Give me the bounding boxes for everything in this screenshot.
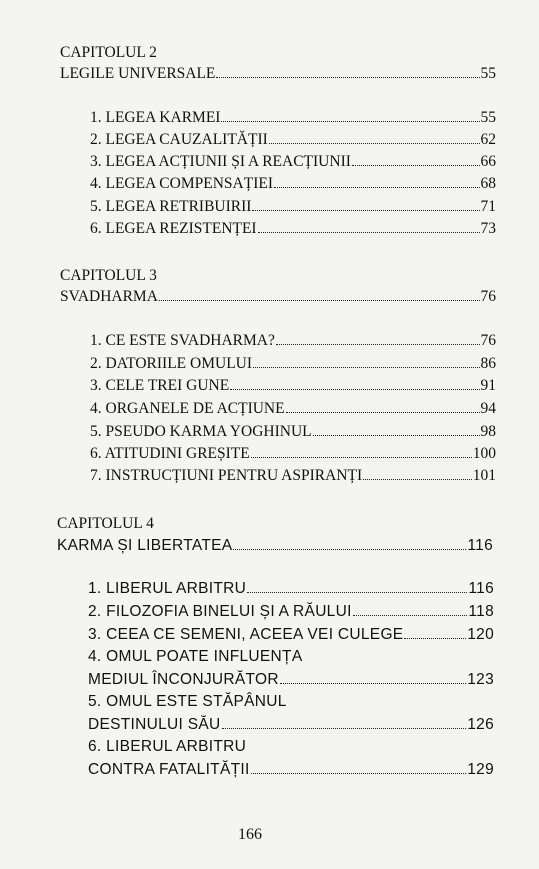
page-ref: 73 <box>480 220 496 237</box>
toc-entry <box>90 355 496 373</box>
section-title: CONTRA FATALITĂȚII <box>88 761 250 778</box>
dot-leader <box>251 773 467 774</box>
toc-entry <box>90 377 496 395</box>
toc-entry <box>90 131 496 149</box>
section-title: 2. DATORIILE OMULUI <box>90 355 253 372</box>
toc-entry <box>90 175 496 193</box>
toc-entry <box>90 153 496 171</box>
dot-leader <box>253 367 479 368</box>
toc-entry <box>88 626 494 644</box>
page-ref: 68 <box>480 175 496 192</box>
page-ref: 86 <box>480 355 496 372</box>
section-title: 3. CEEA CE SEMENI, ACEEA VEI CULEGE <box>88 626 404 643</box>
page-ref: 129 <box>467 761 494 778</box>
section-title: 2. LEGEA CAUZALITĂȚII <box>90 131 268 148</box>
toc-entry <box>90 423 496 441</box>
toc-entry <box>57 537 493 555</box>
page-ref: 98 <box>480 423 496 440</box>
toc-entry <box>88 580 494 598</box>
section-title: 6. LIBERUL ARBITRU <box>88 738 247 755</box>
section-title: 3. CELE TREI GUNE <box>90 377 230 394</box>
page-ref: 116 <box>467 537 493 554</box>
chapter-title: KARMA ȘI LIBERTATEA <box>57 537 233 554</box>
dot-leader <box>251 457 472 458</box>
chapter-title: SVADHARMA <box>60 288 158 305</box>
dot-leader <box>274 187 480 188</box>
section-title: 1. LEGEA KARMEI <box>90 109 221 126</box>
toc-entry <box>60 288 496 306</box>
page-ref: 94 <box>480 400 496 417</box>
dot-leader <box>352 165 480 166</box>
section-title: 1. LIBERUL ARBITRU <box>88 580 247 597</box>
page-ref: 118 <box>468 603 494 620</box>
dot-leader <box>230 389 479 390</box>
page-ref: 62 <box>480 131 496 148</box>
toc-entry <box>90 332 496 350</box>
dot-leader <box>258 232 480 233</box>
page-ref: 126 <box>467 716 494 733</box>
section-title: 4. OMUL POATE INFLUENȚA <box>88 648 303 665</box>
dot-leader <box>363 479 472 480</box>
page-ref: 76 <box>480 288 496 305</box>
dot-leader <box>276 344 480 345</box>
section-title: 5. PSEUDO KARMA YOGHINUL <box>90 423 312 440</box>
section-title: 7. INSTRUCȚIUNI PENTRU ASPIRANȚI <box>90 467 363 484</box>
dot-leader <box>159 300 480 301</box>
page-ref: 55 <box>480 109 496 126</box>
section-title: 2. FILOZOFIA BINELUI ȘI A RĂULUI <box>88 603 352 620</box>
chapter-heading: CAPITOLUL 2 <box>60 44 157 61</box>
dot-leader <box>404 638 466 639</box>
toc-entry <box>88 671 494 689</box>
section-title: 3. LEGEA ACȚIUNII ȘI A REACȚIUNII <box>90 153 351 170</box>
section-title: 4. LEGEA COMPENSAȚIEI <box>90 175 273 192</box>
toc-entry <box>88 761 494 779</box>
toc-entry <box>90 467 496 485</box>
section-title: 4. ORGANELE DE ACȚIUNE <box>90 400 285 417</box>
toc-entry <box>90 198 496 216</box>
dot-leader <box>221 121 479 122</box>
toc-entry <box>88 603 494 621</box>
page-ref: 71 <box>480 198 496 215</box>
page-ref: 76 <box>480 332 496 349</box>
page-ref: 91 <box>480 377 496 394</box>
page-ref: 123 <box>467 671 494 688</box>
dot-leader <box>280 683 466 684</box>
toc-entry <box>90 220 496 238</box>
page-number: 166 <box>238 826 262 843</box>
toc-entry <box>88 716 494 734</box>
dot-leader <box>353 615 468 616</box>
section-title: MEDIUL ÎNCONJURĂTOR <box>88 671 279 688</box>
dot-leader <box>269 143 480 144</box>
page-ref: 55 <box>480 65 496 82</box>
toc-entry <box>60 65 496 83</box>
section-title: 6. LEGEA REZISTENȚEI <box>90 220 257 237</box>
section-title: 5. OMUL ESTE STĂPÂNUL <box>88 693 287 710</box>
dot-leader <box>286 412 480 413</box>
dot-leader <box>252 210 479 211</box>
page-ref: 66 <box>480 153 496 170</box>
section-title: 5. LEGEA RETRIBUIRII <box>90 198 252 215</box>
toc-entry <box>90 109 496 127</box>
section-title: 6. ATITUDINI GREȘITE <box>90 445 250 462</box>
toc-entry <box>90 400 496 418</box>
page-ref: 101 <box>472 467 496 484</box>
dot-leader <box>216 77 479 78</box>
page-ref: 100 <box>472 445 496 462</box>
dot-leader <box>222 728 467 729</box>
section-title: DESTINULUI SĂU <box>88 716 221 733</box>
dot-leader <box>247 592 467 593</box>
chapter-title: LEGILE UNIVERSALE <box>60 65 216 82</box>
section-title: 1. CE ESTE SVADHARMA? <box>90 332 275 349</box>
chapter-heading: CAPITOLUL 3 <box>60 267 157 284</box>
chapter-heading: CAPITOLUL 4 <box>57 515 154 532</box>
dot-leader <box>233 549 466 550</box>
page-ref: 120 <box>467 626 494 643</box>
page-ref: 116 <box>468 580 494 597</box>
toc-entry <box>90 445 496 463</box>
dot-leader <box>313 435 480 436</box>
